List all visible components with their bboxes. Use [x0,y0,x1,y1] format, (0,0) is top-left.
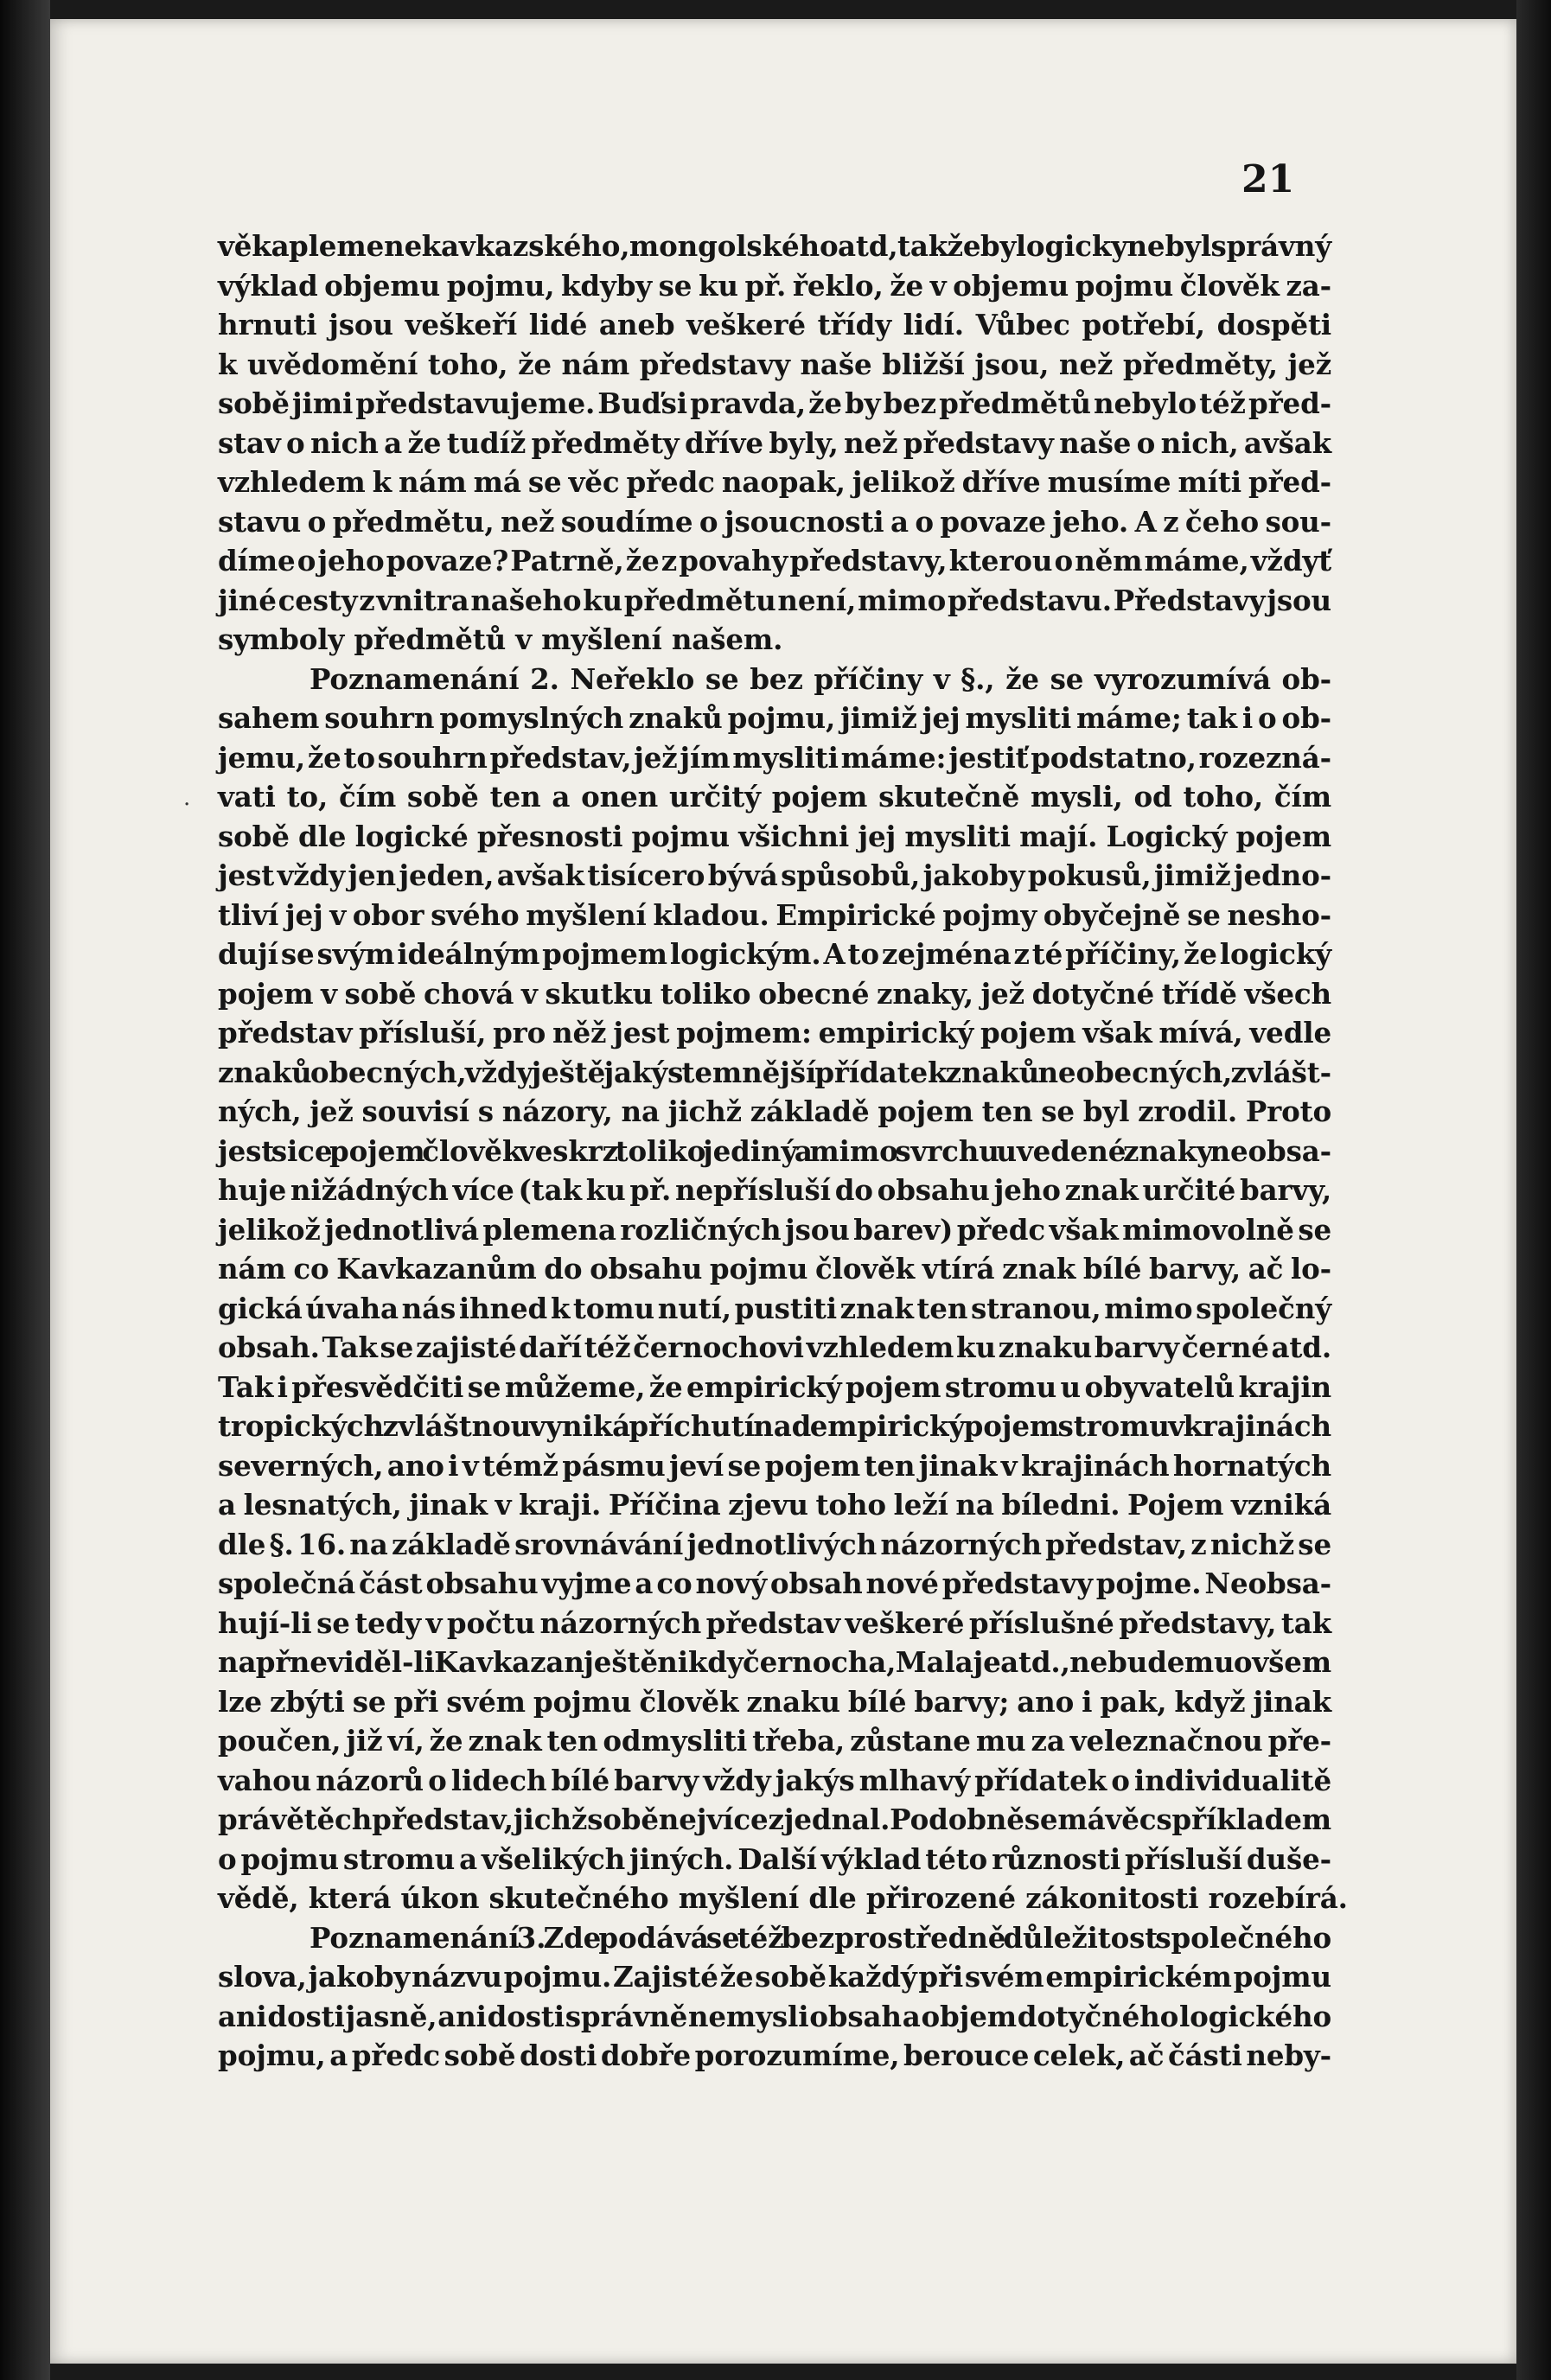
text-line: hrnuti jsou veškeří lidé aneb veškeré třídy lidí. Vůbec potřebí, dospěti [218,308,1331,341]
text-line: Poznamenání 3. Zde podává se též bezprostředně důležitost společného [310,1920,1331,1955]
body-text [218,227,1348,2076]
text-line: tliví jej v obor svého myšlení kladou. Empirické pojmy obyčejně se nesho- [218,897,1331,932]
text-line: lze zbýti se při svém pojmu člověk znaku bílé barvy; ano i pak, když jinak [218,1684,1331,1719]
text-line: na př neviděl-li Kavkazan ještě nikdy černocha, Malaje atd., nebude mu ovšem [218,1645,1331,1679]
text-line: k uvědomění toho, že nám představy naše bližší jsou, než předměty, jež [218,347,1331,381]
text-line: ných, jež souvisí s názory, na jichž základě pojem ten se byl zrodil. Proto [218,1094,1331,1128]
text-line: jelikož jednotlivá plemena rozličných jsou barev) předc však mimovolně se [218,1212,1331,1247]
text-line: jest vždy jen jeden, avšak tisícero bývá spůsobů, jakoby pokusů, jimiž jedno- [218,858,1331,892]
text-line: stavu o předmětu, než soudíme o jsoucnosti a o povaze jeho. A z čeho sou- [218,504,1331,539]
text-line: slova, jakoby názvu pojmu. Zajisté že sobě každý při svém empirickém pojmu [218,1960,1331,1994]
text-line: tropických zvláštnou vyniká příchutí nad empirický pojem stromu v krajinách [218,1409,1331,1443]
text-line: ani dosti jasně, ani dosti správně nemysli obsah a objem dotyčného logického [218,1999,1331,2033]
text-line: vahou názorů o lidech bílé barvy vždy jakýs mlhavý přídatek o individualitě [218,1763,1331,1797]
text-line: dují se svým ideálným pojmem logickým. A to zejména z té příčiny, že logický [218,937,1331,971]
text-line: věka plemene kavkazského, mongolského atd, tak že by logicky nebyl správný [218,229,1331,263]
text-line: vědě, která úkon skutečného myšlení dle přirozené zákonitosti rozebírá. [218,1881,1348,1915]
text-line: jest sice pojem člověk veskrz toliko jediný a mimo svrchu uvedené znaky neobsa- [218,1133,1331,1168]
text-line: právě těch představ, jichž sobě nejvíce zjednal. Podobně se má věc s příkladem [218,1803,1331,1836]
text-line: stav o nich a že tudíž předměty dříve byly, než představy naše o nich, avšak [218,425,1331,460]
scan-right-edge [1516,0,1551,2380]
text-line: Tak i přesvědčiti se můžeme, že empirický pojem stromu u obyvatelů krajin [218,1369,1331,1404]
text-line: vzhledem k nám má se věc předc naopak, jelikož dříve musíme míti před- [218,465,1331,499]
text-line: dle §. 16. na základě srovnávání jednotlivých názorných představ, z nichž se [218,1527,1331,1561]
text-line: gická úvaha nás ihned k tomu nutí, pustiti znak ten stranou, mimo společný [218,1291,1331,1325]
text-line: představ přísluší, pro něž jest pojmem: empirický pojem však mívá, vedle [218,1016,1331,1050]
text-line: výklad objemu pojmu, kdyby se ku př. řeklo, že v objemu pojmu člověk za- [218,268,1331,303]
text-line: pojmu, a předc sobě dosti dobře porozumíme, berouce celek, ač části neby- [218,2039,1331,2072]
text-line: sobě dle logické přesnosti pojmu všichni jej mysliti mají. Logický pojem [218,819,1331,853]
page-number: 21 [1241,157,1295,201]
text-line: hují-li se tedy v počtu názorných představ veškeré příslušné představy, tak [218,1605,1331,1640]
text-line: o pojmu stromu a všelikých jiných. Další výklad této různosti přísluší duše- [218,1841,1331,1876]
margin-dot: . [183,785,191,811]
text-line: Poznamenání 2. Neřeklo se bez příčiny v §., že se vyrozumívá ob- [310,661,1331,696]
text-line: sahem souhrn pomyslných znaků pojmu, jimiž jej mysliti máme; tak i o ob- [218,701,1331,735]
text-line: a lesnatých, jinak v kraji. Příčina zjevu toho leží na bíledni. Pojem vzniká [218,1488,1331,1522]
paragraph-3 [218,1918,1331,2076]
paragraph-1 [218,227,1331,660]
text-line: znaků obecných, vždy ještě jakýs temnější přídatek znaků neobecných, zvlášt- [218,1055,1331,1089]
text-line: jemu, že to souhrn představ, jež jím mysliti máme: jestiť podstatno, rozezná- [218,740,1331,775]
text-line: společná část obsahu vyjme a co nový obsah nové představy pojme. Neobsa- [218,1566,1331,1600]
text-line: huje nižádných více (tak ku př. nepřísluší do obsahu jeho znak určité barvy, [218,1173,1331,1207]
paragraph-2 [218,660,1348,1918]
text-line: sobě jimi představujeme. Buďsi pravda, že by bez předmětů nebylo též před- [218,386,1331,420]
text-line: obsah. Tak se zajisté daří též černochovi vzhledem ku znaku barvy černé atd. [218,1330,1331,1364]
text-line: nám co Kavkazanům do obsahu pojmu člověk vtírá znak bílé barvy, ač lo- [218,1252,1331,1286]
text-line: díme o jeho povaze? Patrně, že z povahy představy, kterou o něm máme, vždyť [218,544,1331,577]
text-line: jiné cesty z vnitra našeho ku předmětu není, mimo představu. Představy jsou [218,583,1331,617]
text-line: severných, ano i v témž pásmu jeví se pojem ten jinak v krajinách hornatých [218,1448,1331,1483]
scan-left-edge [0,0,50,2380]
text-line: vati to, čím sobě ten a onen určitý pojem skutečně mysli, od toho, čím [218,780,1331,814]
text-line: pojem v sobě chová v skutku toliko obecné znaky, jež dotyčné třídě všech [218,976,1331,1011]
text-line: symboly předmětů v myšlení našem. [218,622,783,656]
text-line: poučen, již ví, že znak ten odmysliti třeba, zůstane mu za veleznačnou pře- [218,1724,1331,1758]
